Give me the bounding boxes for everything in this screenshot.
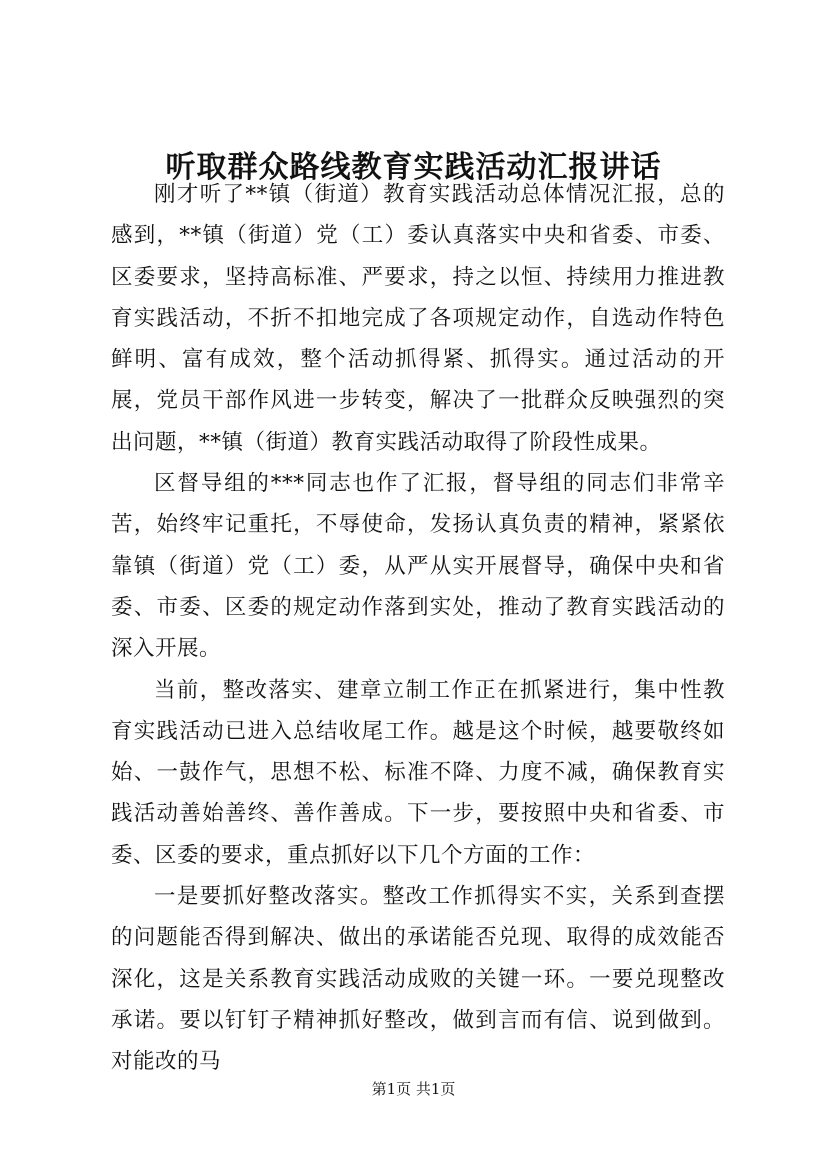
paragraph-1: 刚才听了**镇（街道）教育实践活动总体情况汇报，总的感到，**镇（街道）党（工）委认真落实中央和省委、市委、区委要求，坚持高标准、严要求，持之以恒、持续用力推进教育实践活动，不折不扣地完成了各项规定动作，自选动作特色鲜明、富有成效，整个活动抓得紧、抓得实。通过活动的开展，党员干部作风进一步转变，解决了一批群众反映强烈的突出问题，**镇（街道）教育实践活动取得了阶段性成果。 xyxy=(111,182,725,455)
paragraph-2: 区督导组的***同志也作了汇报，督导组的同志们非常辛苦，始终牢记重托，不辱使命，发扬认真负责的精神，紧紧依靠镇（街道）党（工）委，从严从实开展督导，确保中央和省委、市委、区委的规定动作落到实处，推动了教育实践活动的深入开展。 xyxy=(111,471,725,662)
document-title: 听取群众路线教育实践活动汇报讲话 xyxy=(165,150,662,185)
paragraph-4: 一是要抓好整改落实。整改工作抓得实不实，关系到查摆的问题能否得到解决、做出的承诺能否兑现、取得的成效能否深化，这是关系教育实践活动成败的关键一环。一要兑现整改承诺。要以钉钉子精神抓好整改，做到言而有信、说到做到。对能改的马 xyxy=(111,884,725,1075)
paragraph-3: 当前，整改落实、建章立制工作正在抓紧进行，集中性教育实践活动已进入总结收尾工作。越是这个时候，越要敬终如始、一鼓作气，思想不松、标准不降、力度不减，确保教育实践活动善始善终、善作善成。下一步，要按照中央和省委、市委、区委的要求，重点抓好以下几个方面的工作： xyxy=(111,677,725,868)
page-footer: 第1页 共1页 xyxy=(371,1080,456,1098)
document-body xyxy=(111,174,725,1083)
